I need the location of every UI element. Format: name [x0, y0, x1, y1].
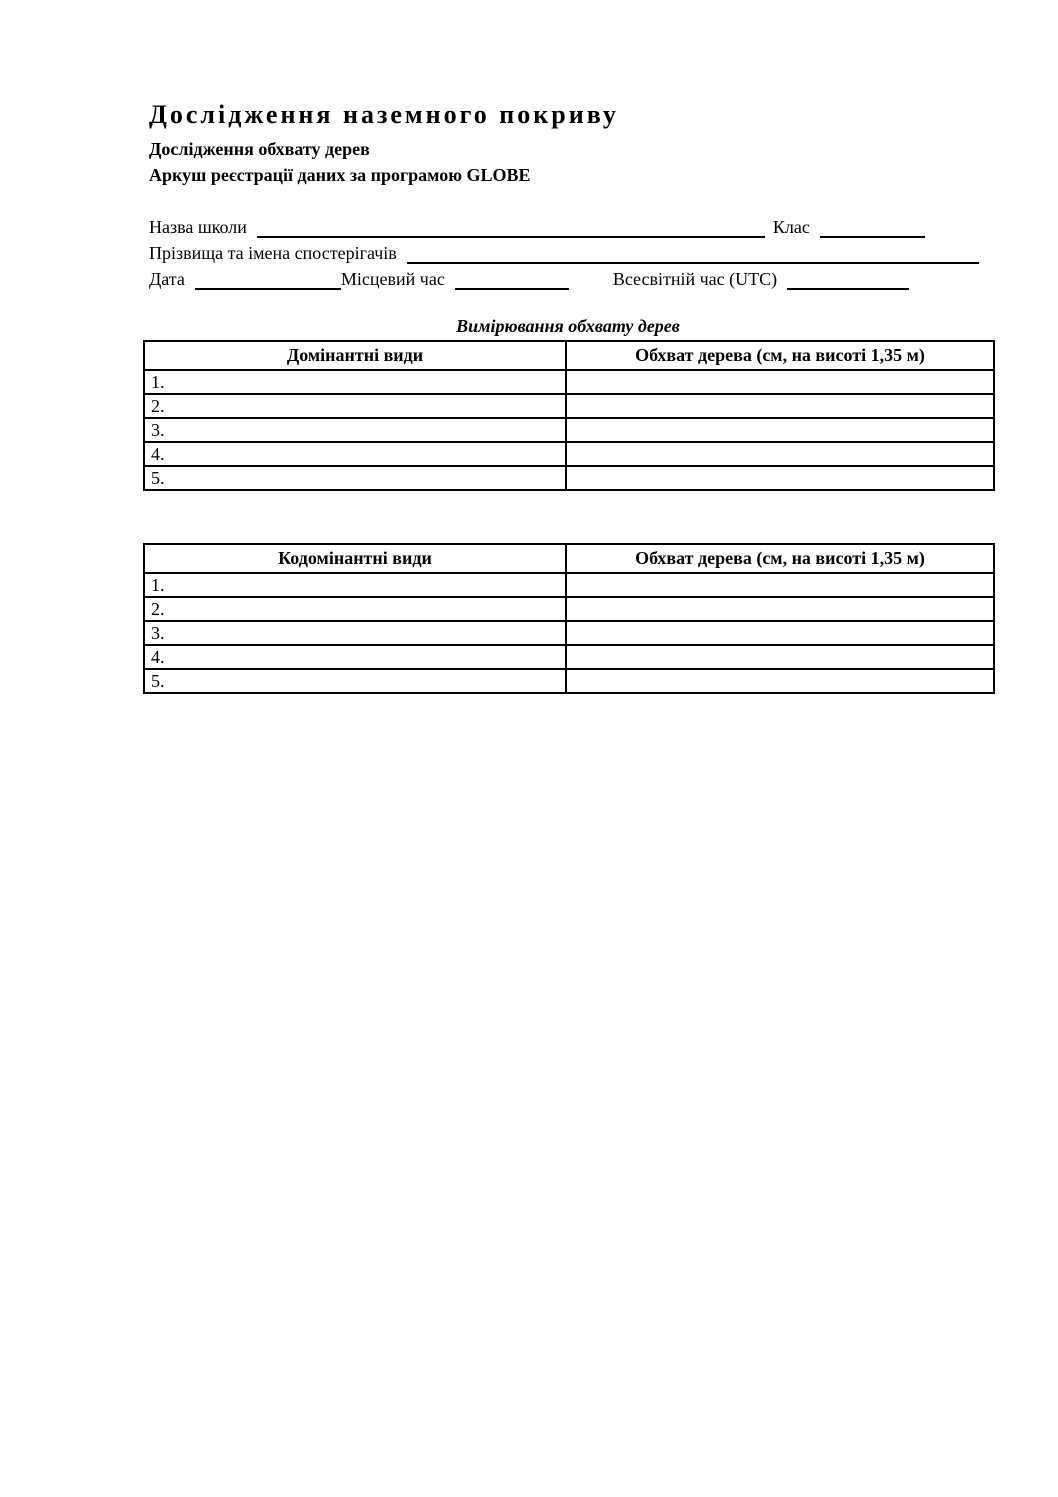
circumference-cell [566, 645, 994, 669]
observers-blank-line [407, 244, 979, 264]
circumference-cell [566, 442, 994, 466]
page-title: Дослідження наземного покриву [149, 100, 619, 129]
row-number-species-cell: 2. [144, 394, 566, 418]
date-blank-line [195, 270, 341, 290]
species-column-header: Кодомінантні види [144, 544, 566, 573]
row-number-species-cell: 5. [144, 466, 566, 490]
table-gap [143, 491, 993, 543]
school-class-line [149, 212, 993, 238]
row-number-species-cell: 3. [144, 621, 566, 645]
section-heading: Вимірювання обхвату дерев [456, 316, 680, 337]
circumference-cell [566, 466, 994, 490]
species-column-header: Домінантні види [144, 341, 566, 370]
circumference-cell [566, 394, 994, 418]
table-row [144, 621, 994, 645]
utc-time-blank-line [787, 270, 909, 290]
circumference-cell [566, 573, 994, 597]
table-row [144, 597, 994, 621]
table-header-row [144, 544, 994, 573]
circumference-cell [566, 621, 994, 645]
circumference-column-header: Обхват дерева (см, на висоті 1,35 м) [566, 341, 994, 370]
codominant-species-table [143, 543, 995, 694]
page-subtitle-study: Дослідження обхвату дерев [149, 138, 370, 159]
circumference-cell [566, 418, 994, 442]
table-row [144, 645, 994, 669]
row-number-species-cell: 4. [144, 442, 566, 466]
observers-line [149, 238, 993, 264]
table-row [144, 418, 994, 442]
circumference-cell [566, 370, 994, 394]
row-number-species-cell: 1. [144, 573, 566, 597]
date-label: Дата [149, 269, 185, 290]
table-row [144, 466, 994, 490]
row-number-species-cell: 5. [144, 669, 566, 693]
local-time-label: Місцевий час [340, 269, 445, 290]
table-row [144, 442, 994, 466]
circumference-cell [566, 669, 994, 693]
row-number-species-cell: 3. [144, 418, 566, 442]
table-row [144, 573, 994, 597]
form-header-fields [143, 212, 993, 290]
table-row [144, 370, 994, 394]
utc-time-label: Всесвітній час (UTC) [612, 269, 778, 290]
local-time-blank-line [455, 270, 569, 290]
table-header-row [144, 341, 994, 370]
class-label: Клас [772, 217, 810, 238]
observers-label: Прізвища та імена спостерігачів [149, 243, 397, 264]
school-name-blank-line [257, 218, 765, 238]
dominant-species-table [143, 340, 995, 491]
table-row [144, 669, 994, 693]
class-blank-line [820, 218, 925, 238]
circumference-cell [566, 597, 994, 621]
row-number-species-cell: 4. [144, 645, 566, 669]
table-row [144, 394, 994, 418]
document-content [143, 100, 993, 694]
school-name-label: Назва школи [149, 217, 247, 238]
circumference-column-header: Обхват дерева (см, на висоті 1,35 м) [566, 544, 994, 573]
row-number-species-cell: 2. [144, 597, 566, 621]
row-number-species-cell: 1. [144, 370, 566, 394]
page-subtitle-sheet: Аркуш реєстрації даних за програмою GLOBE [149, 164, 531, 185]
date-time-line [149, 264, 993, 290]
